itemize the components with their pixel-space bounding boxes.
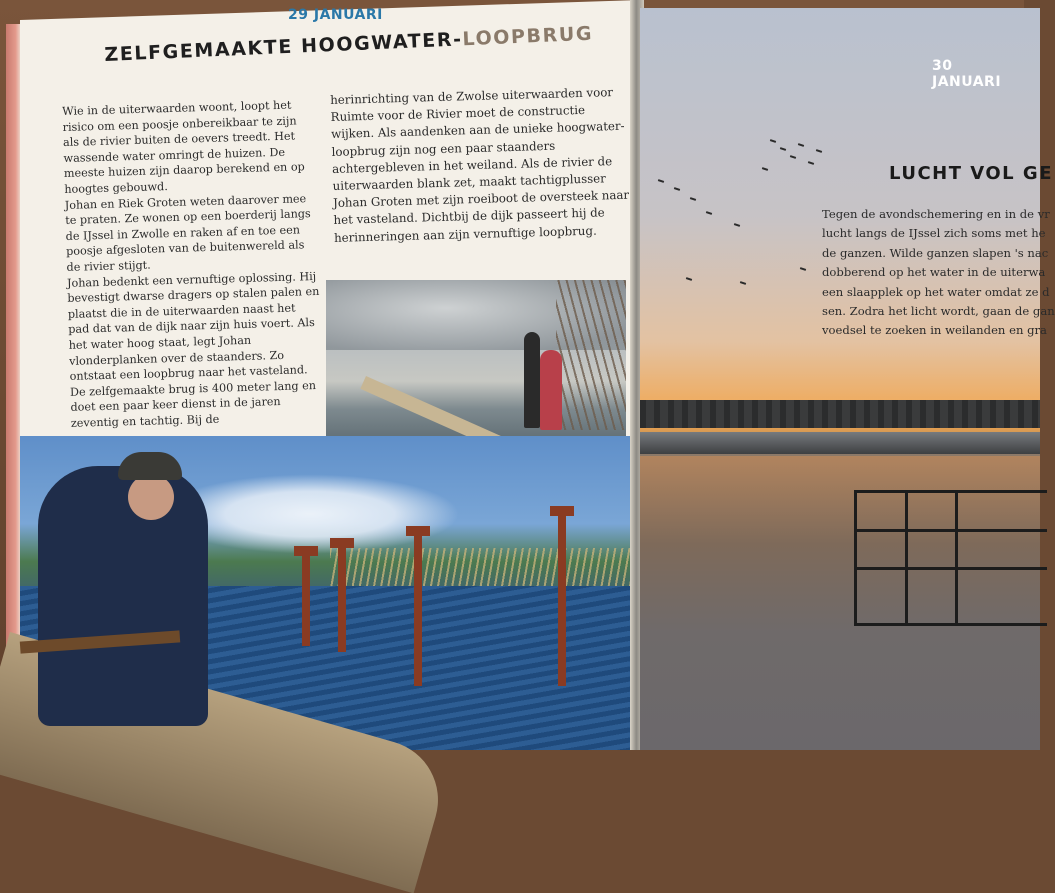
- right-page-photo: [640, 8, 1055, 750]
- flat-cap: [118, 452, 182, 480]
- paragraph-continued: herinrichting van de Zwolse uiterwaarden voor Ruimte voor de Rivier moet de constructie wijken. Als aandenken aan de unieke hoogwater-loopbrug zijn nog een paar staanders achtergebleven in het weiland. Als de rivier de uiterwaarden blank zet, maakt tachtigplusser Johan Groten met zijn roeiboot de oversteek naar het vasteland. Dichtbij de dijk passeert hij de herinneringen aan zijn vernuftige loopbrug.: [330, 85, 630, 245]
- text-line: dobberend op het water in de uiterwa: [822, 265, 1046, 280]
- text-line: een slaapplek op het water omdat ze d: [822, 284, 1050, 299]
- paragraph-2: Johan en Riek Groten weten daarover mee te praten. Ze wonen op een boerderij langs de IJssel in Zwolle en raken af en toe een poosje afgesloten van de buitenwereld als de rivier stijgt.: [64, 191, 311, 274]
- left-page-date: 29 JANUARI: [288, 7, 383, 23]
- title-main: ZELFGEMAAKTE HOOGWATER-: [104, 28, 464, 66]
- man-rowing: [38, 466, 208, 726]
- bridge-post: [558, 516, 566, 686]
- person-adult: [524, 332, 540, 428]
- text-line: sen. Zodra het licht wordt, gaan de gan: [822, 304, 1055, 319]
- right-page-text: [822, 205, 1055, 341]
- right-page-title: LUCHT VOL GE: [889, 163, 1053, 184]
- right-column-text: [330, 84, 632, 247]
- text-line: Tegen de avondschemering en in de vr: [822, 207, 1050, 221]
- metal-fence: [854, 490, 1047, 626]
- person-child: [540, 350, 562, 430]
- text-line: lucht langs de IJssel zich soms met he: [822, 226, 1046, 241]
- bridge-post: [302, 556, 310, 646]
- left-column-text: [62, 97, 323, 431]
- title-accent: LOOPBRUG: [462, 22, 594, 51]
- bridge-post: [338, 548, 346, 652]
- bare-tree: [556, 280, 626, 430]
- right-page-date: 30 JANUARI: [932, 58, 1002, 90]
- text-line: de ganzen. Wilde ganzen slapen 's nac: [822, 245, 1049, 260]
- treeline: [640, 400, 1040, 428]
- dike-road: [640, 432, 1040, 454]
- text-line: voedsel te zoeken in weilanden en gra: [822, 323, 1047, 338]
- man-face: [128, 474, 174, 520]
- bridge-post: [414, 536, 422, 686]
- paragraph-3: Johan bedenkt een vernuftige oplossing. Hij bevestigt dwarse dragers op stalen palen en plaatst die in de uiterwaarden naast het pad dat van de dijk naar zijn huis voert. Als het water hoog staat, legt Johan vlonderplanken over de staanders. Zo ontstaat een loopbrug naar het vasteland.: [66, 269, 320, 383]
- paragraph-4: De zelfgemaakte brug is 400 meter lang en doet een paar keer dienst in de jaren zeventig en tachtig. Bij de: [69, 378, 317, 430]
- paragraph-1: Wie in de uiterwaarden woont, loopt het risico om een poosje onbereikbaar te zijn als de rivier buiten de oevers treedt. Het wassende water omringt de huizen. De meeste huizen zijn daarop berekend en op hoogtes gebouwd.: [62, 98, 305, 196]
- rowboat-photo: [20, 436, 634, 750]
